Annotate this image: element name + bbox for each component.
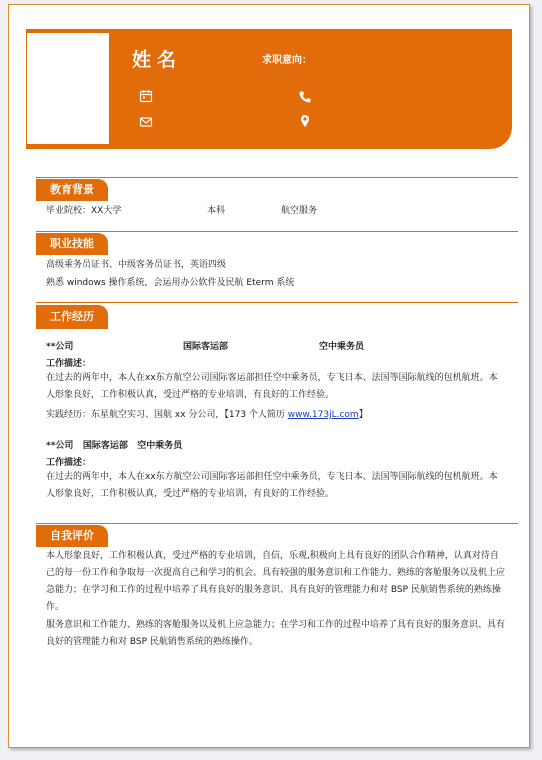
section-title-self-eval: 自我评价 (36, 525, 108, 547)
resume-site-link[interactable]: www.173jL.com (287, 410, 359, 420)
skills-rule (36, 231, 518, 232)
job2-heading: **公司 国际客运部 空中乘务员 (46, 441, 183, 451)
resume-page (8, 4, 530, 748)
job1-practice (46, 407, 368, 420)
education-rule (36, 177, 518, 178)
skills-line-2: 熟悉 windows 操作系统，会运用办公软件及民航 Eterm 系统 (46, 278, 295, 288)
skills-line-1: 高级乘务员证书、中级客务员证书，英语四级 (46, 260, 227, 270)
self-eval-paragraph-2: 服务意识和工作能力、熟练的客舱服务以及机上应急能力；在学习和工作的过程中培养了具有良好的服务意识、具有良好的管理能力和对 BSP 民航销售系统的熟练操作。 (46, 620, 506, 647)
self-eval-paragraph-1: 本人形象良好，工作积极认真，受过严格的专业培训，自信，乐观,积极向上具有良好的团队合作精神，认真对待自己的每一份工作和争取每一次提高自己和学习的机会。具有较强的服务意识和工作能力、熟练的客舱服务以及机上应急能力；在学习和工作的过程中培养了具有良好的服务意识、具有良好的管理能力和对 BSP 民航销售系统的熟练操作。 (46, 551, 506, 612)
job2-desc-label: 工作描述： (46, 458, 92, 468)
job2-description: 在过去的两年中，本人在xx东方航空公司国际客运部担任空中乘务员，专飞日本、法国等国际航线的包机航班。本人形象良好，工作积极认真，受过严格的专业培训，有良好的工作经验。 (46, 472, 498, 499)
job1-position: 空中乘务员 (319, 342, 365, 352)
self-eval-rule (36, 523, 518, 524)
phone-icon (298, 90, 312, 104)
education-degree: 本科 (207, 206, 226, 216)
job1-desc-label: 工作描述： (46, 359, 92, 369)
job1-description: 在过去的两年中，本人在xx东方航空公司国际客运部担任空中乘务员，专飞日本、法国等国际航线的包机航班。本人形象良好，工作积极认真，受过严格的专业培训，有良好的工作经验。 (46, 373, 498, 400)
photo-placeholder[interactable] (26, 32, 110, 145)
job1-company: **公司 (46, 342, 74, 352)
work-rule (36, 302, 518, 303)
section-title-work: 工作经历 (36, 305, 108, 329)
calendar-icon (139, 89, 153, 103)
name-title: 姓名 (132, 49, 183, 71)
practice-suffix: 】 (358, 410, 368, 420)
resume-header (26, 29, 512, 149)
job-intent-label: 求职意向： (262, 55, 312, 66)
job1-dept: 国际客运部 (183, 342, 229, 352)
location-icon (298, 114, 312, 128)
section-title-skills: 职业技能 (36, 233, 108, 255)
mail-icon (139, 115, 153, 129)
practice-text: 实践经历：东星航空实习、国航 xx 分公司，【173 个人简历 (46, 410, 288, 420)
education-school: 毕业院校：XX大学 (46, 206, 122, 216)
section-title-education: 教育背景 (36, 179, 108, 201)
education-major: 航空服务 (281, 206, 318, 216)
